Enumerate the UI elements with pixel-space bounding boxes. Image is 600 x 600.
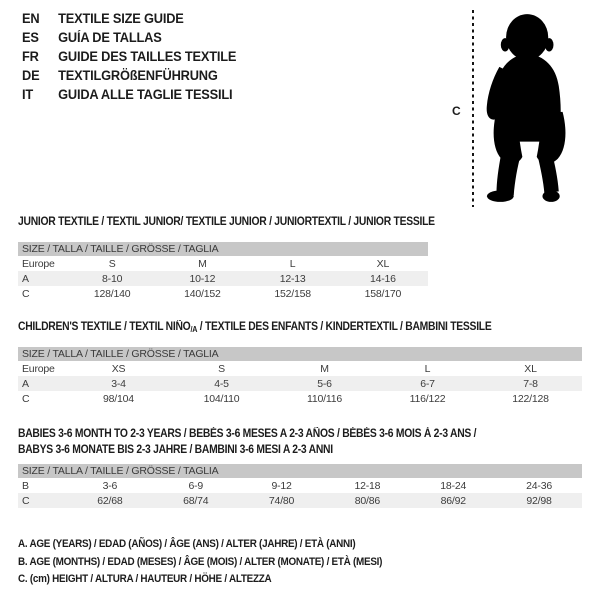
size-header-bar: SIZE / TALLA / TAILLE / GRÖSSE / TAGLIA (18, 464, 582, 478)
children-size-table (18, 347, 582, 406)
title-line-1: BABIES 3-6 MONTH TO 2-3 YEARS / BEBÉS 3-6 MESES A 2-3 AÑOS / BÉBÉS 3-6 MOIS À 2-3 ANS / (18, 428, 477, 440)
row-label: A (22, 272, 29, 285)
size-value: 4-5 (214, 377, 229, 390)
size-value: 98/104 (103, 392, 134, 405)
legend-row-de (22, 66, 236, 85)
row-label: Europe (22, 362, 55, 375)
legend-row-fr (22, 47, 236, 66)
table-row (18, 286, 428, 301)
size-value: 3-6 (102, 479, 118, 492)
row-label: B (22, 479, 29, 492)
size-value: 116/122 (409, 392, 446, 405)
row-label: Europe (22, 257, 55, 270)
size-value: 140/152 (184, 287, 221, 300)
size-value: XS (111, 362, 126, 375)
lang-title: TEXTILE SIZE GUIDE (58, 11, 184, 26)
size-value: L (289, 257, 296, 270)
lang-title: GUIDE DES TAILLES TEXTILE (58, 49, 237, 64)
size-value: 122/128 (512, 392, 549, 405)
title-text: CHILDREN'S TEXTILE / TEXTIL NIÑO (18, 321, 191, 333)
note-c: C. (cm) HEIGHT / ALTURA / HAUTEUR / HÖHE / ALTEZZA (18, 573, 272, 585)
table-row (18, 361, 582, 376)
lang-code: ES (22, 30, 39, 45)
size-value: 14-16 (369, 272, 396, 285)
legend-row-it (22, 85, 236, 104)
size-value: 158/170 (364, 287, 402, 300)
size-value: 104/110 (203, 392, 240, 405)
size-value: 68/74 (183, 494, 209, 507)
size-value: 6-9 (188, 479, 204, 492)
size-value: 86/92 (440, 494, 466, 507)
lang-code: FR (22, 49, 39, 64)
lang-title: GUÍA DE TALLAS (58, 30, 162, 45)
table-row (18, 493, 582, 508)
size-value: 5-6 (317, 377, 332, 390)
title-subscript: /A (190, 325, 198, 334)
size-value: 6-7 (420, 377, 435, 390)
row-label: C (22, 287, 30, 300)
height-dashed-line (472, 10, 474, 207)
legend-row-en (22, 9, 236, 28)
table-row (18, 376, 582, 391)
table-row (18, 271, 428, 286)
size-value: S (108, 257, 116, 270)
height-marker-label: C (452, 104, 461, 118)
size-header-bar: SIZE / TALLA / TAILLE / GRÖSSE / TAGLIA (18, 347, 582, 361)
language-legend (22, 9, 248, 104)
row-label: C (22, 494, 30, 507)
title-line-2: BABYS 3-6 MONATE BIS 2-3 JAHRE / BAMBINI 3-6 MESI A 2-3 ANNI (18, 444, 333, 456)
size-value: 74/80 (268, 494, 295, 507)
size-header-bar: SIZE / TALLA / TAILLE / GRÖSSE / TAGLIA (18, 242, 428, 256)
lang-title: TEXTILGRÖßENFÜHRUNG (58, 68, 218, 83)
lang-title: GUIDA ALLE TAGLIE TESSILI (58, 87, 233, 102)
table-row (18, 478, 582, 493)
size-value: 110/116 (307, 392, 342, 405)
size-value: XL (524, 362, 537, 375)
note-b: B. AGE (MONTHS) / EDAD (MESES) / ÂGE (MOIS) / ALTER (MONATE) / ETÀ (MESI) (18, 555, 383, 568)
lang-code: EN (22, 11, 40, 26)
babies-section-title (18, 426, 476, 458)
size-value: 80/86 (354, 494, 381, 507)
size-value: 18-24 (440, 479, 467, 492)
lang-code: DE (22, 68, 40, 83)
lang-code: IT (22, 87, 34, 102)
row-label: C (22, 392, 30, 405)
size-value: 12-13 (279, 272, 306, 285)
size-value: 12-18 (354, 479, 381, 492)
children-section-title (18, 319, 491, 338)
size-value: L (424, 362, 431, 375)
size-value: 3-4 (111, 377, 126, 390)
size-value: 8-10 (102, 272, 123, 285)
row-label: A (22, 377, 29, 390)
junior-size-table (18, 242, 428, 301)
legend-row-es (22, 28, 236, 47)
junior-section-title: JUNIOR TEXTILE / TEXTIL JUNIOR/ TEXTILE JUNIOR / JUNIORTEXTIL / JUNIOR TESSILE (18, 216, 435, 228)
size-value: 10-12 (189, 272, 216, 285)
note-a: A. AGE (YEARS) / EDAD (AÑOS) / ÂGE (ANS) / ALTER (JAHRE) / ETÀ (ANNI) (18, 538, 356, 550)
size-value: 7-8 (523, 377, 538, 390)
size-value: 92/98 (526, 494, 552, 507)
toddler-silhouette-icon (485, 10, 576, 208)
size-value: M (320, 362, 329, 375)
size-value: 152/158 (274, 287, 311, 300)
title-text: / TEXTILE DES ENFANTS / KINDERTEXTIL / BAMBINI TESSILE (197, 321, 492, 333)
size-value: M (198, 257, 207, 270)
size-value: S (218, 362, 225, 375)
size-value: 62/68 (97, 494, 123, 507)
legend-notes (18, 536, 423, 589)
table-row (18, 256, 428, 271)
table-row (18, 391, 582, 406)
size-value: 9-12 (271, 479, 292, 492)
size-value: XL (376, 257, 390, 270)
size-value: 24-36 (526, 479, 552, 492)
babies-size-table (18, 464, 582, 508)
size-value: 128/140 (93, 287, 131, 300)
